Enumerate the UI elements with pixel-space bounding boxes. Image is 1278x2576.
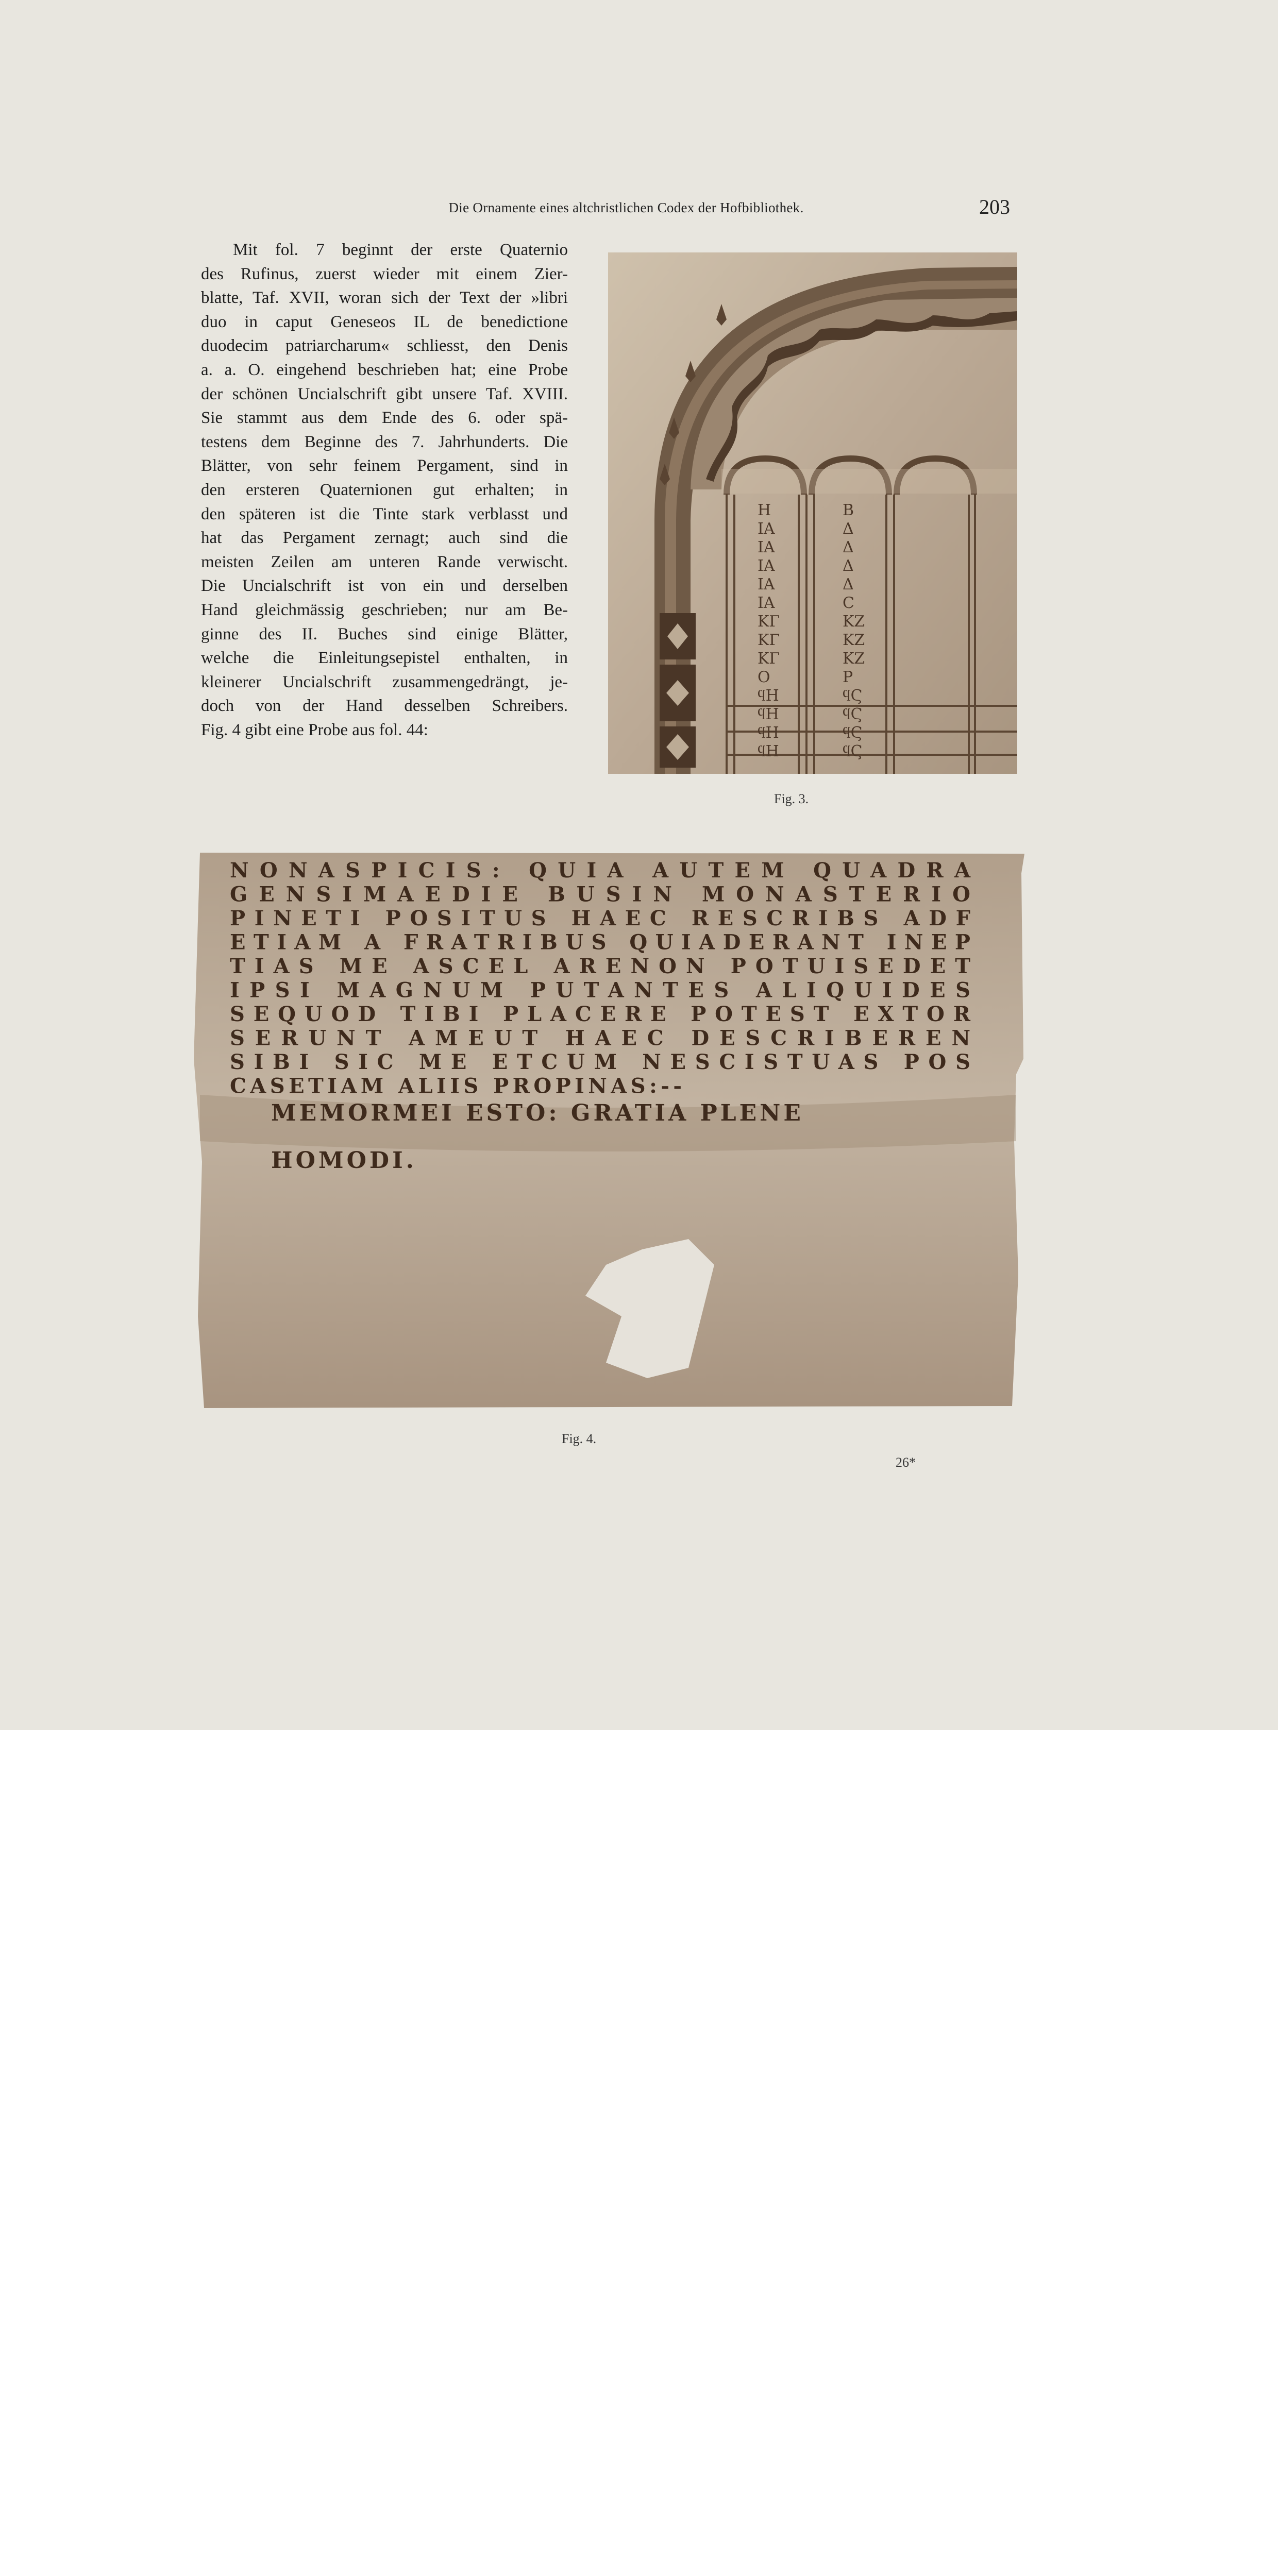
body-text-line: der schönen Uncialschrift gibt unsere Taf. XVIII.: [201, 384, 568, 403]
figure-4-photo: [194, 853, 1029, 1409]
digitization-footer: [0, 1730, 1278, 1822]
manuscript-line: IPSI MAGNUM PUTANTES ALIQUIDES: [230, 978, 972, 1003]
canon-number: Δ: [843, 538, 854, 556]
body-text-line: testens dem Beginne des 7. Jahrhunderts. Die: [201, 432, 568, 451]
manuscript-line: ETIAM A FRATRIBUS QUIADERANT INEP: [230, 930, 972, 955]
canon-number: Δ: [843, 557, 854, 575]
body-text-line: den ersteren Quaternionen gut erhalten; in: [201, 480, 568, 499]
canon-number: ΙΑ: [758, 557, 775, 575]
canon-table-illustration: [608, 252, 1017, 774]
canon-number: ϥϚ: [843, 742, 863, 760]
body-text-line: Mit fol. 7 beginnt der erste Quaternio: [233, 241, 568, 259]
canon-number: ΙΑ: [758, 538, 775, 556]
manuscript-line: HOMODI.: [271, 1147, 417, 1174]
figure-3-caption: Fig. 3.: [774, 791, 809, 806]
manuscript-line: GENSIMAEDIE BUSIN MONASTERIO: [230, 882, 972, 907]
canon-number: Ρ: [843, 668, 853, 686]
body-text: [201, 238, 568, 742]
manuscript-line: CASETIAM ALIIS PROPINAS:--: [230, 1074, 683, 1098]
body-text-line: blatte, Taf. XVII, woran sich der Text der »libri: [201, 289, 568, 308]
canon-number: ϥΗ: [758, 687, 779, 705]
canon-number: ϥΗ: [758, 705, 779, 723]
canon-number: Η: [758, 501, 771, 519]
canon-number: ΙΑ: [758, 520, 775, 538]
manuscript-line: TIAS ME ASCEL ARENON POTUISEDET: [230, 954, 972, 978]
manuscript-line: NONASPICIS: QUIA AUTEM QUADRA: [230, 858, 972, 883]
body-text-line: ginne des II. Buches sind einige Blätter,: [201, 624, 568, 643]
canon-number: ΚΖ: [843, 631, 865, 649]
figure-3-photo: [608, 252, 1017, 774]
manuscript-line: SERUNT AMEUT HAEC DESCRIBEREN: [230, 1026, 972, 1050]
manuscript-line: SEQUOD TIBI PLACERE POTEST EXTOR: [230, 1002, 972, 1026]
canon-number: Ϲ: [843, 594, 854, 612]
canon-number: ϥϚ: [843, 705, 863, 723]
manuscript-line: MEMORMEI ESTO: GRATIA PLENE: [271, 1100, 804, 1126]
canon-number: ϥΗ: [758, 724, 779, 742]
body-text-line: des Rufinus, zuerst wieder mit einem Zier-: [201, 264, 568, 283]
sheet-signature: 26*: [896, 1455, 916, 1470]
running-header: Die Ornamente eines altchristlichen Codex der Hofbibliothek.: [448, 200, 804, 215]
canon-number: Ο: [758, 668, 770, 686]
canon-number: ΚΖ: [843, 613, 865, 631]
body-text-line: Blätter, von sehr feinem Pergament, sind in: [201, 456, 568, 476]
body-text-line: den späteren ist die Tinte stark verblasst und: [201, 504, 568, 523]
canon-number: ΚΓ: [758, 613, 780, 631]
manuscript-line: SIBI SIC ME ETCUM NESCISTUAS POS: [230, 1050, 972, 1074]
manuscript-line: PINETI POSITUS HAEC RESCRIBS ADF: [230, 906, 972, 930]
canon-number: Δ: [843, 520, 854, 538]
body-text-line: Sie stammt aus dem Ende des 6. oder spä-: [201, 409, 568, 428]
canon-number: ΚΓ: [758, 631, 780, 649]
body-text-line: duo in caput Geneseos IL de benedictione: [201, 312, 568, 331]
canon-number: ϥϚ: [843, 687, 863, 705]
body-text-line: doch von der Hand desselben Schreibers.: [201, 697, 568, 716]
body-text-line: duodecim patriarcharum« schliesst, den Denis: [201, 336, 568, 355]
canon-number: ΚΖ: [843, 650, 865, 668]
canon-number: ϥΗ: [758, 742, 779, 760]
body-text-line: Hand gleichmässig geschrieben; nur am Be-: [201, 600, 568, 619]
body-text-line: a. a. O. eingehend beschrieben hat; eine Probe: [201, 360, 568, 379]
canon-number: ΙΑ: [758, 594, 775, 612]
canon-number: ϥϚ: [843, 724, 863, 742]
figure-4-caption: Fig. 4.: [562, 1431, 597, 1446]
page-number: 203: [979, 195, 1010, 218]
body-text-line: hat das Pergament zernagt; auch sind die: [201, 529, 568, 548]
canon-number: Δ: [843, 575, 854, 594]
canon-number: ΙΑ: [758, 575, 775, 594]
body-text-line: welche die Einleitungsepistel enthalten, in: [201, 649, 568, 668]
canon-number: Β: [843, 501, 854, 519]
body-text-line: Fig. 4 gibt eine Probe aus fol. 44:: [201, 720, 428, 739]
body-text-line: meisten Zeilen am unteren Rande verwischt.: [201, 552, 568, 571]
canon-number: ΚΓ: [758, 650, 780, 668]
body-text-line: kleinerer Uncialschrift zusammengedrängt, je-: [201, 672, 568, 691]
manuscript-fragment: [194, 853, 1029, 1409]
body-text-line: Die Uncialschrift ist von ein und derselben: [201, 577, 568, 596]
